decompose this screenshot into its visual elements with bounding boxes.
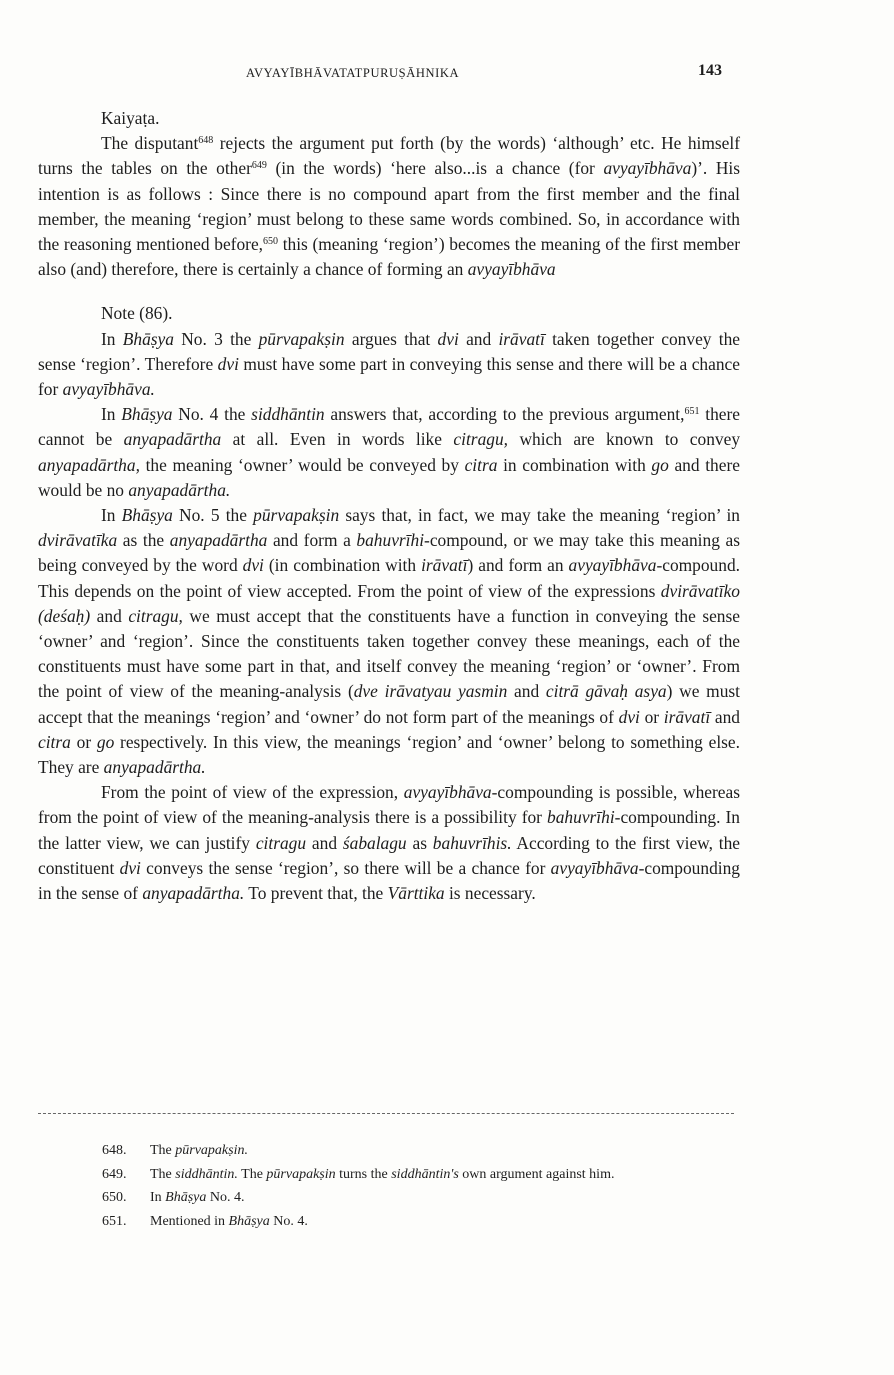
footnote-number: 651. xyxy=(102,1213,127,1229)
sanskrit-term: citragu, xyxy=(453,429,509,450)
sanskrit-term: anyapadārtha xyxy=(169,530,268,551)
sanskrit-term: bahuvrīhi- xyxy=(356,530,430,551)
sanskrit-term: anyapadārtha. xyxy=(103,757,206,778)
text-segment: and xyxy=(507,681,546,702)
text-segment: compound, or we may take this meaning as being conveyed by the word xyxy=(38,530,740,576)
text-segment: ) and form an xyxy=(467,555,569,576)
text-segment: No. 4. xyxy=(269,1213,308,1229)
text-segment: and form a xyxy=(267,530,357,551)
text-segment: this (meaning ‘region’) becomes the meaning of the first member also (and) therefore, there is certainly a chance of forming an xyxy=(38,234,740,280)
sanskrit-term: irāvatī xyxy=(663,706,711,727)
note-paragraph-2 xyxy=(38,402,740,503)
text-segment: The xyxy=(150,1143,176,1158)
footnote-number: 648. xyxy=(102,1143,127,1158)
text-segment: Mentioned in xyxy=(150,1213,229,1229)
sanskrit-term: anyapadārtha xyxy=(123,429,222,450)
sanskrit-term: pūrvapakṣin xyxy=(258,328,345,349)
sanskrit-term: śabalagu xyxy=(342,832,407,853)
text-segment: The disputant xyxy=(101,133,199,154)
text-segment: No. 4 the xyxy=(172,404,252,425)
text-segment: The xyxy=(150,1166,176,1182)
text-segment: and xyxy=(710,706,740,727)
text-segment: (in the words) ‘here also...is a chance (for xyxy=(266,158,604,179)
footnote xyxy=(38,1210,768,1234)
footnote-number: 650. xyxy=(102,1190,127,1205)
sanskrit-term: bahuvrīhis. xyxy=(432,832,512,853)
sanskrit-term: Bhāṣya xyxy=(121,505,173,526)
body-text xyxy=(38,106,740,906)
sanskrit-term: citrā gāvaḥ asya xyxy=(545,681,667,702)
footnote-rule xyxy=(38,1113,734,1114)
sanskrit-term: dvi xyxy=(242,555,264,576)
sanskrit-term: Vārttika xyxy=(387,883,445,904)
text-segment: rejects the argument put forth (by the words) ‘although’ etc. He himself turns the tables on the other xyxy=(38,133,740,179)
sanskrit-term: avyayībhāva xyxy=(467,259,556,280)
note-paragraph-3 xyxy=(38,503,740,780)
sanskrit-term: siddhāntin. xyxy=(175,1166,238,1182)
text-segment: In xyxy=(101,505,122,526)
sanskrit-term: citra xyxy=(38,731,71,752)
kaiyata-paragraph xyxy=(38,131,740,282)
footnotes xyxy=(38,1139,768,1233)
text-segment: (in combination with xyxy=(263,555,422,576)
text-segment: argues that xyxy=(344,328,438,349)
text-segment: there cannot be xyxy=(38,404,741,450)
text-segment: in combination with xyxy=(497,454,652,475)
text-segment: No. 5 the xyxy=(172,505,254,526)
page-header xyxy=(0,62,894,86)
sanskrit-term: pūrvapakṣin xyxy=(266,1166,336,1182)
text-segment: -compounding in the sense of xyxy=(38,857,740,904)
sanskrit-term: avyayībhāva xyxy=(403,782,492,803)
text-segment: According to the first view, the constituent xyxy=(38,832,741,878)
footnote-ref: 648 xyxy=(198,135,214,147)
sanskrit-term: citra xyxy=(464,454,498,475)
text-segment: respectively. In this view, the meanings ‘region’ and ‘owner’ belong to something else. They are xyxy=(38,731,740,778)
sanskrit-term: dvi xyxy=(618,706,640,727)
text-segment: as xyxy=(406,832,433,853)
text-segment: -compound. This depends on the point of view accepted. From the point of view of the expressions xyxy=(38,555,740,601)
text-segment: we must accept that the constituents have a function in conveying the sense ‘owner’ and ‘region’. Since the constituents taken together convey these meanings, each of the constituents must have some part in that, and itself convey the meaning ‘region’ or ‘owner’. From the point of view of the meaning-analysis ( xyxy=(38,605,740,702)
sanskrit-term: dve irāvatyau yasmin xyxy=(353,681,508,702)
sanskrit-term: Bhāṣya xyxy=(121,404,173,425)
sanskrit-term: avyayībhāva. xyxy=(62,379,155,400)
text-segment: In xyxy=(101,404,122,425)
text-segment: own argument against him. xyxy=(458,1166,615,1182)
text-segment: is necessary. xyxy=(444,883,536,904)
text-segment: ) we must accept that the meanings ‘region’ and ‘owner’ do not form part of the meanings of xyxy=(38,681,740,727)
sanskrit-term: citragu, xyxy=(128,605,183,626)
text-segment: as the xyxy=(117,530,170,551)
kaiyata-heading: Kaiyaṭa. xyxy=(101,108,160,128)
sanskrit-term: irāvatī xyxy=(498,328,545,349)
sanskrit-term: citragu xyxy=(255,832,307,853)
sanskrit-term: dvirāvatīko (deśaḥ) xyxy=(38,580,740,626)
text-segment: To prevent that, the xyxy=(244,883,388,904)
sanskrit-term: avyayībhāva xyxy=(550,857,639,878)
footnote xyxy=(38,1186,768,1210)
text-segment: No. 4. xyxy=(206,1190,245,1205)
text-segment: )’. His intention is as follows : Since there is no compound apart from the first member and the final member, the meaning ‘region’ must belong to these same words combined. So, in accordance with the reasoning mentioned before, xyxy=(38,158,741,255)
note-heading: Note (86). xyxy=(101,303,173,324)
text-segment: From the point of view of the expression, xyxy=(101,782,404,803)
footnote-ref: 649 xyxy=(251,160,267,172)
sanskrit-term: dvirāvatīka xyxy=(38,530,118,551)
text-segment: and xyxy=(306,832,343,853)
text-segment: or xyxy=(70,731,97,752)
text-segment: and xyxy=(90,605,129,626)
sanskrit-term: go xyxy=(651,454,669,475)
sanskrit-term: anyapadārtha. xyxy=(128,479,231,500)
text-segment: taken together convey the sense ‘region’. Therefore xyxy=(38,328,741,374)
text-segment: or xyxy=(639,706,664,727)
sanskrit-term: pūrvapakṣin. xyxy=(175,1143,248,1158)
text-segment: the meaning ‘owner’ would be conveyed by xyxy=(139,454,465,475)
text-segment: conveys the sense ‘region’, so there will be a chance for xyxy=(140,857,551,878)
sanskrit-term: dvi xyxy=(437,328,459,349)
sanskrit-term: siddhāntin's xyxy=(391,1166,459,1182)
text-segment: No. 3 the xyxy=(173,328,259,349)
footnote xyxy=(38,1139,768,1163)
sanskrit-term: bahuvrīhi xyxy=(547,807,615,828)
footnote-ref: 650 xyxy=(263,236,279,248)
text-segment: says that, in fact, we may take the meaning ‘region’ in xyxy=(339,505,740,526)
sanskrit-term: Bhāṣya xyxy=(122,328,174,349)
note-paragraph-4 xyxy=(38,780,740,906)
text-segment: at all. Even in words like xyxy=(221,429,454,450)
text-segment: -compounding is possible, whereas from the point of view of the meaning-analysis there is a possibility for xyxy=(38,782,740,828)
sanskrit-term: go xyxy=(96,731,115,752)
sanskrit-term: pūrvapakṣin xyxy=(253,505,340,526)
sanskrit-term: avyayībhāva xyxy=(603,158,692,179)
sanskrit-term: Bhāṣya xyxy=(165,1190,207,1205)
text-segment: which are known to convey xyxy=(508,429,741,450)
sanskrit-term: siddhāntin xyxy=(251,404,325,425)
text-segment: answers that, according to the previous argument, xyxy=(324,404,685,425)
sanskrit-term: dvi xyxy=(119,857,141,878)
sanskrit-term: anyapadārtha, xyxy=(38,454,140,475)
footnote xyxy=(38,1163,768,1187)
text-segment: turns the xyxy=(335,1166,392,1182)
text-segment: In xyxy=(150,1190,166,1205)
sanskrit-term: anyapadārtha. xyxy=(142,883,245,904)
sanskrit-term: dvi xyxy=(217,353,239,374)
note-paragraph-1 xyxy=(38,327,740,403)
sanskrit-term: Bhāṣya xyxy=(228,1213,270,1229)
sanskrit-term: irāvatī xyxy=(421,555,468,576)
running-title: AVYAYĪBHĀVATATPURUṢĀHNIKA xyxy=(246,66,460,80)
page-number: 143 xyxy=(698,62,722,79)
footnote-ref: 651 xyxy=(684,406,700,418)
text-segment: and xyxy=(458,328,499,349)
text-segment: and there would be no xyxy=(38,454,740,500)
footnote-number: 649. xyxy=(102,1166,127,1182)
text-segment: -compounding. In the latter view, we can justify xyxy=(38,807,740,853)
text-segment: The xyxy=(237,1166,267,1182)
text-segment: must have some part in conveying this sense and there will be a chance for xyxy=(38,353,740,400)
sanskrit-term: avyayībhāva xyxy=(568,555,657,576)
text-segment: In xyxy=(101,328,123,349)
